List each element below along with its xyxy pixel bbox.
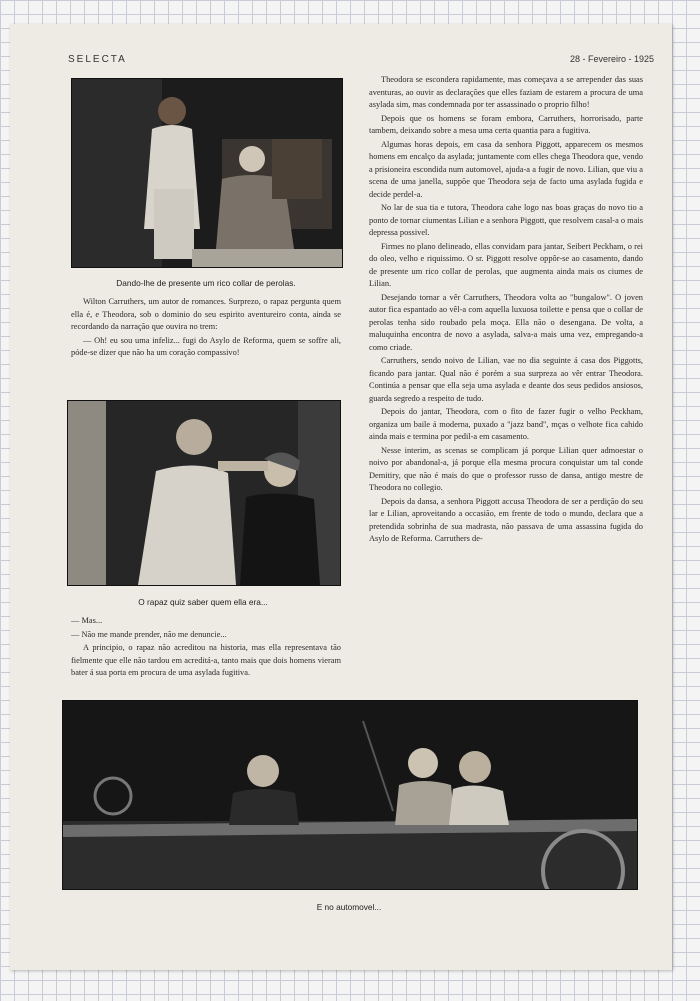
- paragraph: Algumas horas depois, em casa da senhora Piggott, apparecem os mesmos homens em encalço da asylada; juntamente com elles chega Theodora que, vendo a prisioneira escondida num automovel, ajuda-a a fugir de novo. Lilian, que viu a scena de uma janella, suppõe que Theodora seja de facto uma asylada fugida e decide perdel-a.: [369, 139, 643, 199]
- paragraph: No lar de sua tia e tutora, Theodora cahe logo nas boas graças do novo tio a ponto de tornar ciumentas Lilian e a senhora Piggott, que resolvem casal-a o mais depressa possivel.: [369, 203, 643, 237]
- right-column: [369, 74, 643, 547]
- paragraph: — Oh! eu sou uma infeliz... fugi do Asylo de Reforma, quem se soffre ali, póde-se dizer que não ha um coração compassivo!: [71, 335, 341, 357]
- paragraph: Carruthers, sendo noivo de Lilian, vae no dia seguinte á casa dos Piggotts, ficando para jantar. Qual não é porém a sua surpreza ao vêr entrar Theodora. Continúa a pensar que ella seja uma asylada e deante dos seus pedidos ansiosos, guarda segredo a respeito de tudo.: [369, 356, 643, 403]
- paragraph: A principio, o rapaz não acreditou na historia, mas ella representava tão fielmente que elle não tardou em acreditá-a, tanto mais que dois homens vieram bater á sua porta em procura de uma asylada fugitiva.: [71, 643, 341, 677]
- paragraph: Depois da dansa, a senhora Piggott accusa Theodora de ser a perdição do seu lar e Lilian, aproveitando a occasião, em frente de todo o mundo, declara que a pretendida sobrinha de sua madrasta, não passava de uma assassina fugida do Asylo de Reforma. Carruthers de-: [369, 496, 643, 543]
- page-header: [10, 54, 672, 68]
- photo-caption-top: Dando-lhe de presente um rico collar de perolas.: [116, 278, 296, 288]
- magazine-page: [10, 24, 672, 970]
- paragraph: Theodora se escondera rapidamente, mas começava a se arrepender das suas aventuras, ao ouvir as declarações que elles faziam de estarem a procura de uma asylada sim, mas condemnada por ter assassinado o proprio filho!: [369, 75, 643, 109]
- photo-collar-scene: [71, 78, 343, 268]
- photo-caption-bottom: E no automovel...: [316, 902, 382, 912]
- paragraph: Depois do jantar, Theodora, com o fito de fazer fugir o velho Peckham, organiza um baile á moderna, puxado a "jazz band", mças o velhote fica cahido ainda mais e termina por pedil-a em casamento.: [369, 407, 643, 441]
- paragraph: Wilton Carruthers, um autor de romances. Surprezo, o rapaz pergunta quem ella é, e Theodora, sob o dominio do seu espirito aventureiro conta, ainda se recordando da narração que ouvira no trem:: [71, 297, 341, 331]
- paragraph: Desejando tornar a vêr Carruthers, Theodora volta ao "bungalow". O joven autor fica espantado ao vêl-a com aquella luxuosa toilette e pensa que o collar de perolas tenha sido roubado pela moça. Ella não o desengana. De volta, a maluquinha encontra de novo a asylada, salva-a mais uma vez, empregando-a como criade.: [369, 292, 643, 352]
- left-column-top: [71, 296, 341, 361]
- photo-caption-middle: O rapaz quiz saber quem ella era...: [138, 597, 268, 607]
- dialogue-line: — Não me mande prender, não me denuncie...: [71, 629, 227, 639]
- issue-date: 28 - Fevereiro - 1925: [569, 54, 654, 64]
- magazine-title: SELECTA: [68, 54, 127, 65]
- left-column-bottom: [71, 615, 341, 681]
- paragraph: Nesse interim, as scenas se complicam já porque Lilian quer admoestar o noivo por abandonal-a, já porque ella mesma procura conquistar um tal conde Demitiry, que não é mais do que o professor russo de dansa, antigo mestre de Theodora no collegio.: [369, 445, 643, 492]
- photo-face-scene: [67, 400, 341, 586]
- dialogue-line: — Mas...: [71, 616, 103, 625]
- paragraph: Firmes no plano delineado, ellas convidam para jantar, Seibert Peckham, o rei do oleo, velho e riquissimo. O sr. Piggott resolve oppôr-se ao casamento, dando de presente um rico collar de perolas, que augmenta ainda mais os ciumes de Lilian.: [369, 241, 643, 288]
- paragraph: Depois que os homens se foram embora, Carruthers, horrorisado, parte tambem, deixando sobre a mesa uma certa quantia para a fugitiva.: [369, 113, 643, 135]
- photo-automobile-scene: [62, 700, 638, 890]
